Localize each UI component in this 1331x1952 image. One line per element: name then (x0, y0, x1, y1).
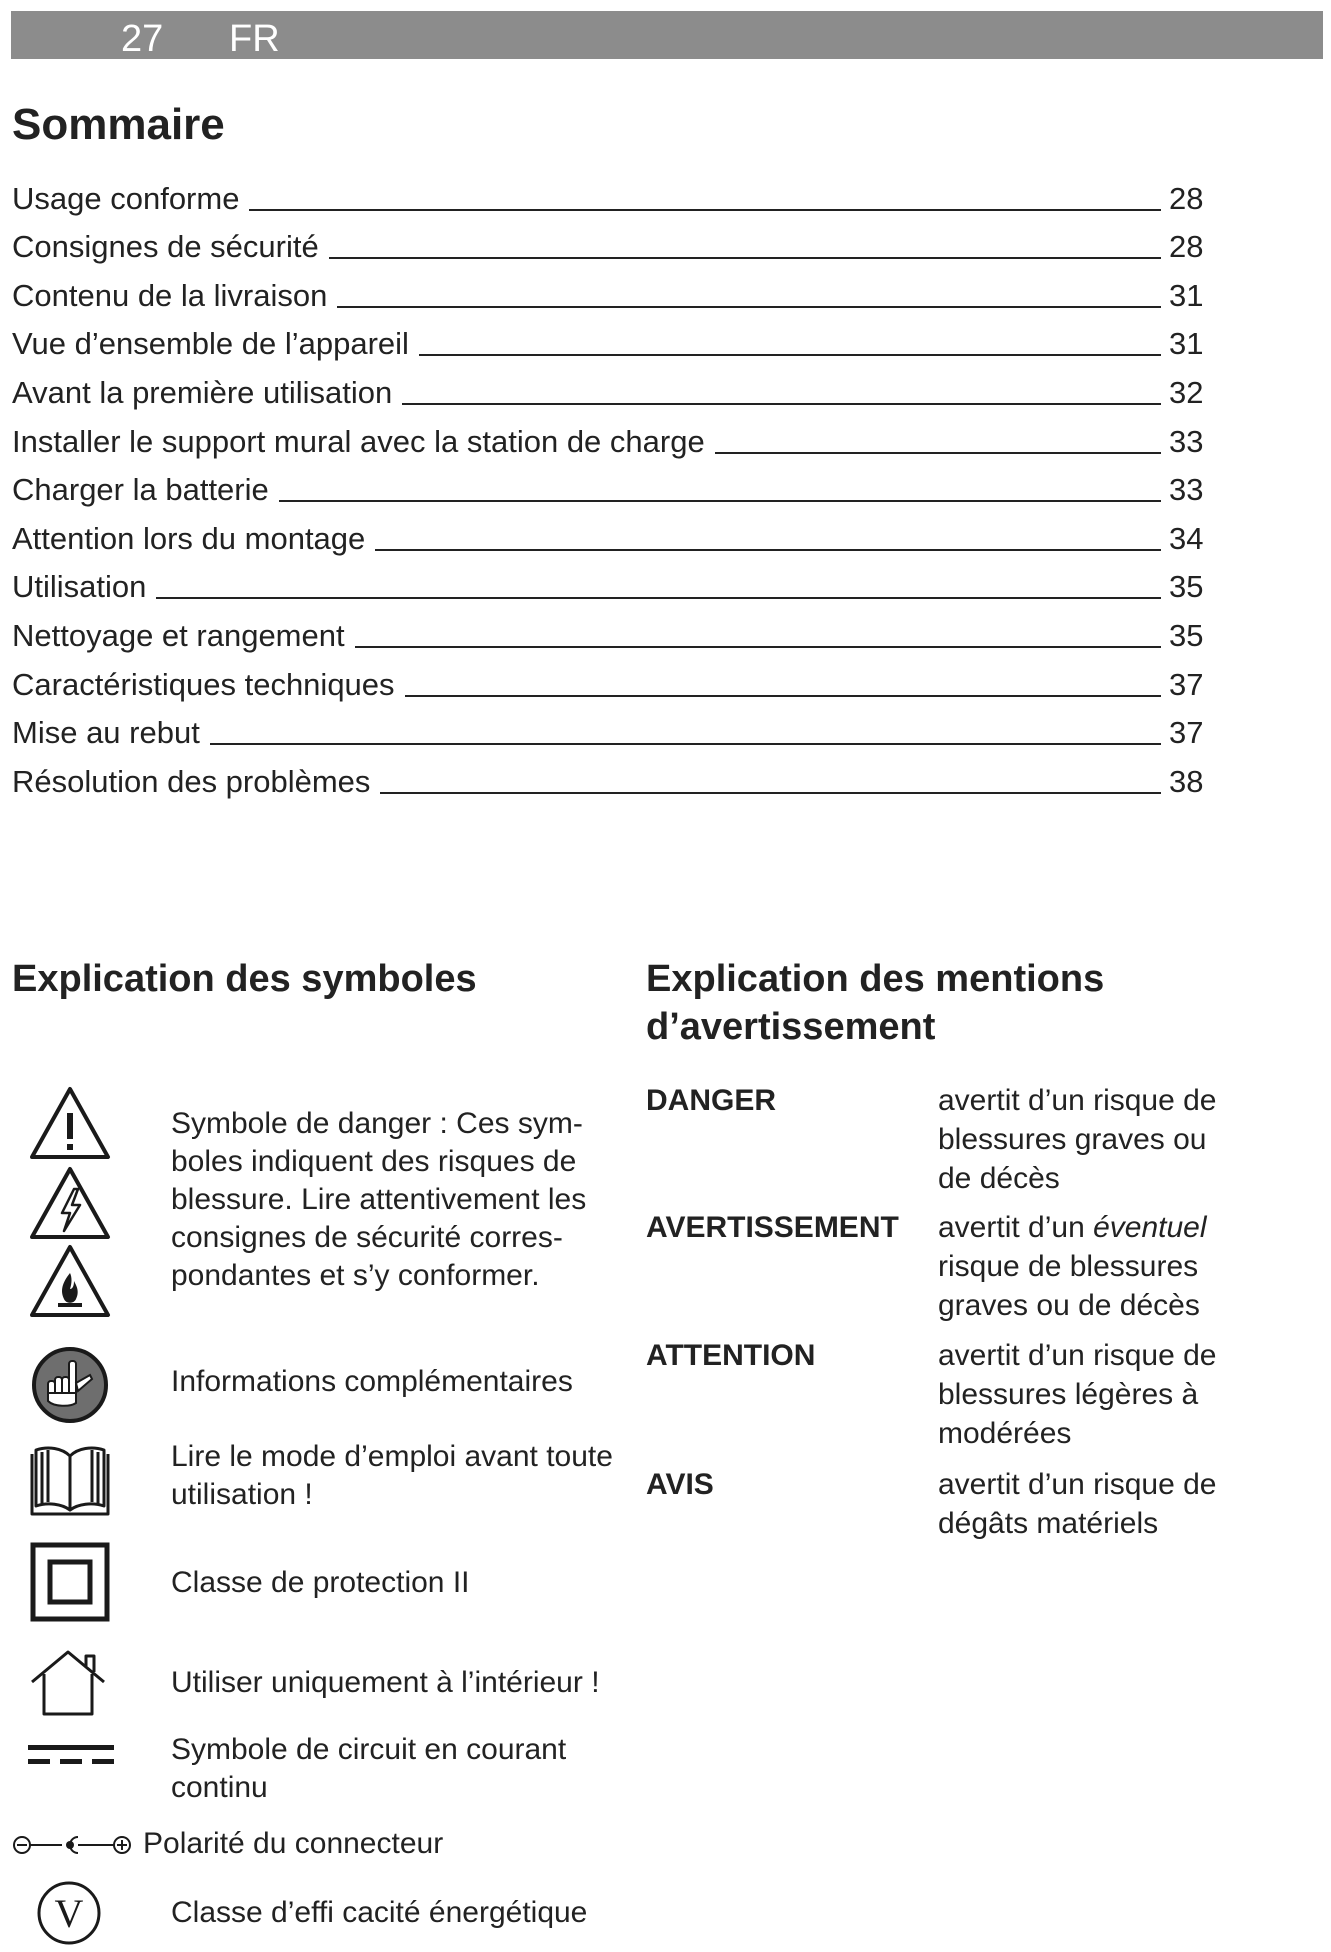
toc-entry-label: Utilisation (12, 569, 147, 605)
symbol-description: Lire le mode d’emploi avant toute utilisation ! (171, 1440, 613, 1511)
dot-leader (156, 596, 1161, 599)
symbol-description: Polarité du connecteur (143, 1827, 444, 1860)
toc-entry-page: 31 (1169, 277, 1204, 313)
toc-entry-label: Usage conforme (12, 180, 240, 216)
toc-entry-label: Mise au rebut (12, 715, 200, 751)
symbol-item (28, 1542, 628, 1626)
warning-term: DANGER (646, 1084, 777, 1117)
protection-class-ii-icon (30, 1542, 110, 1622)
toc-entry-label: Nettoyage et rangement (12, 617, 345, 653)
toc-title: Sommaire (12, 100, 225, 149)
toc-entry[interactable] (12, 460, 1207, 509)
toc-entry-page: 38 (1169, 763, 1204, 799)
symbol-item (28, 1880, 648, 1946)
toc-entry[interactable] (12, 751, 1207, 800)
symbol-item (28, 1648, 648, 1722)
toc-entry-page: 34 (1169, 520, 1204, 556)
dot-leader (355, 645, 1161, 648)
symbol-description: Classe d’effi cacité énergétique (171, 1896, 588, 1929)
warning-description: avertit d’un risque de blessures légères à modérées (938, 1339, 1217, 1450)
info-hand-icon (30, 1345, 110, 1425)
toc-entry-page: 35 (1169, 569, 1204, 605)
toc-entry-page: 33 (1169, 423, 1204, 459)
toc-entry-label: Caractéristiques techniques (12, 666, 395, 702)
warning-item (646, 1336, 1286, 1456)
toc-entry[interactable] (12, 557, 1207, 606)
polarity-icon (12, 1831, 132, 1859)
toc-entry-page: 37 (1169, 715, 1204, 751)
toc-entry[interactable] (12, 411, 1207, 460)
toc-entry-label: Charger la batterie (12, 472, 269, 508)
toc-entry-label: Installer le support mural avec la station de charge (12, 423, 705, 459)
svg-text:V: V (54, 1891, 84, 1936)
language-code: FR (229, 18, 280, 60)
header-bar (11, 11, 1323, 59)
symbol-item (28, 1731, 628, 1811)
warning-term: ATTENTION (646, 1339, 816, 1372)
dot-leader (375, 548, 1161, 551)
table-of-contents (12, 168, 1207, 800)
symbol-description: Informations complémentaires (171, 1365, 573, 1398)
toc-entry[interactable] (12, 703, 1207, 752)
dot-leader (337, 305, 1161, 308)
dot-leader (279, 499, 1161, 502)
toc-entry[interactable] (12, 605, 1207, 654)
dot-leader (380, 791, 1161, 794)
toc-entry[interactable] (12, 265, 1207, 314)
indoor-house-icon (28, 1648, 112, 1718)
toc-entry-label: Contenu de la livraison (12, 277, 328, 313)
toc-entry-label: Avant la première utilisation (12, 374, 393, 410)
symbol-description: Classe de protection II (171, 1566, 470, 1599)
symbol-description: Symbole de circuit en courant continu (171, 1733, 567, 1804)
dot-leader (249, 208, 1161, 211)
toc-entry[interactable] (12, 217, 1207, 266)
toc-entry-page: 32 (1169, 374, 1204, 410)
symbol-item (12, 1825, 632, 1869)
toc-entry-page: 33 (1169, 472, 1204, 508)
dot-leader (210, 742, 1161, 745)
toc-entry-label: Résolution des problèmes (12, 763, 371, 799)
toc-entry-page: 28 (1169, 180, 1204, 216)
symbol-description: Utiliser uniquement à l’intérieur ! (171, 1666, 600, 1699)
toc-entry[interactable] (12, 508, 1207, 557)
dot-leader (402, 402, 1161, 405)
toc-entry-label: Vue d’ensemble de l’appareil (12, 326, 409, 362)
warning-term: AVIS (646, 1468, 714, 1501)
warnings-title: Explication des mentions d’avertissement (646, 958, 1105, 1048)
toc-entry[interactable] (12, 168, 1207, 217)
efficiency-v-icon (36, 1880, 102, 1946)
dot-leader (419, 353, 1161, 356)
toc-entry-page: 37 (1169, 666, 1204, 702)
warning-description: avertit d’un risque de blessures graves ou de décès (938, 1084, 1217, 1195)
toc-entry-page: 35 (1169, 617, 1204, 653)
toc-entry-page: 31 (1169, 326, 1204, 362)
symbol-item (28, 1345, 628, 1429)
symbol-item (28, 1085, 628, 1325)
symbol-item (28, 1438, 628, 1528)
warning-term: AVERTISSEMENT (646, 1211, 899, 1244)
direct-current-icon (28, 1741, 114, 1771)
page-number: 27 (121, 18, 164, 60)
dot-leader (329, 256, 1161, 259)
toc-entry[interactable] (12, 314, 1207, 363)
manual-book-icon (28, 1444, 112, 1518)
toc-entry-label: Attention lors du montage (12, 520, 366, 556)
warning-item (646, 1465, 1286, 1549)
dot-leader (715, 451, 1161, 454)
danger-triangles-icon (28, 1085, 112, 1321)
toc-entry-label: Consignes de sécurité (12, 229, 319, 265)
toc-entry-page: 28 (1169, 229, 1204, 265)
dot-leader (405, 694, 1161, 697)
warning-item (646, 1081, 1286, 1201)
warning-description: avertit d’un risque de dégâts matériels (938, 1468, 1217, 1540)
warning-description: avertit d’un éventuel risque de blessures graves ou de décès (938, 1211, 1207, 1322)
symbol-description: Symbole de danger : Ces sym-boles indiquent des risques de blessure. Lire attentivement les consignes de sécurité corres-pondantes et s’y conformer. (171, 1107, 587, 1292)
toc-entry[interactable] (12, 362, 1207, 411)
toc-entry[interactable] (12, 654, 1207, 703)
warning-item (646, 1208, 1286, 1328)
symbols-title: Explication des symboles (12, 958, 477, 1000)
